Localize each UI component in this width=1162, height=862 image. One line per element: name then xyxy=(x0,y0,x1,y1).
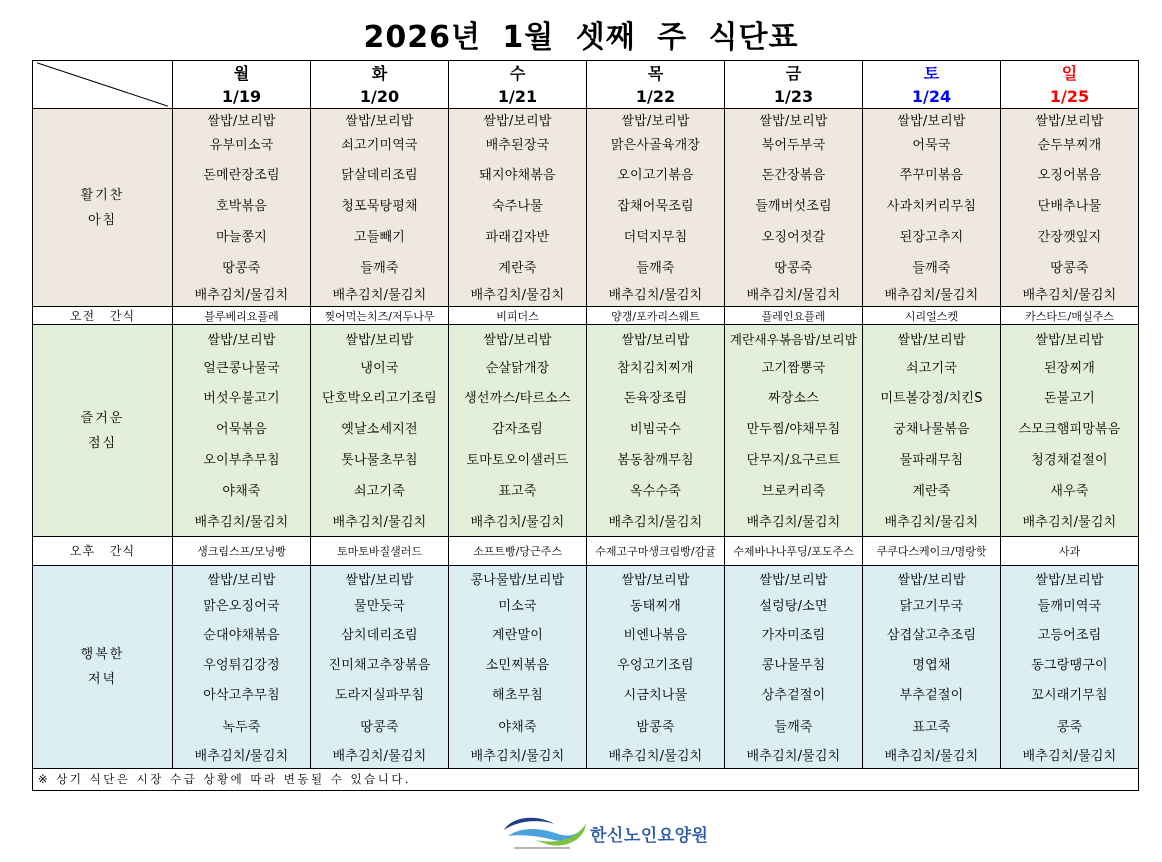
menu-item: 고등어조림 xyxy=(1037,628,1102,644)
menu-item: 들깨죽 xyxy=(912,260,951,276)
menu-item: 옛날소세지전 xyxy=(341,421,418,437)
day-snack xyxy=(310,537,448,565)
menu-item: 돈간장볶음 xyxy=(761,167,826,183)
section-label xyxy=(33,307,172,324)
day-menu xyxy=(862,566,1000,768)
menu-item: 배추김치/물김치 xyxy=(746,514,841,530)
day-snack xyxy=(448,307,586,324)
menu-item: 잡채어묵조림 xyxy=(617,199,694,215)
menu-item: 스모크햄피망볶음 xyxy=(1018,421,1121,437)
menu-item: 쇠고기미역국 xyxy=(341,138,418,154)
day-menu xyxy=(1000,325,1138,536)
menu-item: 시금치나물 xyxy=(623,688,688,704)
logo xyxy=(500,812,740,854)
day-snack xyxy=(172,537,310,565)
menu-item: 콩나물무침 xyxy=(761,658,826,674)
menu-item: 계란죽 xyxy=(498,260,537,276)
snack-item: 토마토바질샐러드 xyxy=(336,545,422,558)
menu-item: 땅콩죽 xyxy=(360,719,399,735)
snack-section xyxy=(33,306,1138,324)
menu-item: 배추김치/물김치 xyxy=(884,288,979,304)
section-label-text: 아침 xyxy=(87,212,118,228)
section-label xyxy=(33,109,172,306)
day-snack xyxy=(448,537,586,565)
menu-item: 쌀밥/보리밥 xyxy=(1035,113,1104,129)
day-menu xyxy=(862,109,1000,306)
menu-item: 쌀밥/보리밥 xyxy=(207,333,276,349)
menu-item: 소민찌볶음 xyxy=(485,658,550,674)
day-snack xyxy=(310,307,448,324)
menu-item: 아삭고추무침 xyxy=(203,688,280,704)
menu-item: 배추김치/물김치 xyxy=(470,288,565,304)
day-menu xyxy=(172,109,310,306)
menu-item: 배추김치/물김치 xyxy=(194,288,289,304)
menu-item: 비엔나볶음 xyxy=(623,628,688,644)
menu-item: 배추김치/물김치 xyxy=(194,514,289,530)
menu-item: 우엉튀김강정 xyxy=(203,658,280,674)
menu-item: 얼큰콩나물국 xyxy=(203,361,280,377)
section-label-text: 활기찬 xyxy=(80,187,125,203)
menu-item: 가자미조림 xyxy=(761,628,826,644)
menu-item: 배추된장국 xyxy=(485,138,550,154)
menu-item: 들깨미역국 xyxy=(1037,599,1102,615)
menu-item: 쌀밥/보리밥 xyxy=(345,333,414,349)
day-name: 금 xyxy=(785,64,802,84)
menu-item: 물파래무침 xyxy=(899,452,964,468)
snack-item: 플레인요플레 xyxy=(761,309,826,323)
menu-item: 우엉고기조림 xyxy=(617,658,694,674)
menu-item: 땅콩죽 xyxy=(222,260,261,276)
menu-item: 오이부추무침 xyxy=(203,452,280,468)
menu-item: 쌀밥/보리밥 xyxy=(621,572,690,588)
menu-item: 배추김치/물김치 xyxy=(1022,288,1117,304)
day-header xyxy=(448,61,586,108)
menu-item: 생선까스/타르소스 xyxy=(464,390,571,406)
menu-item: 쌀밥/보리밥 xyxy=(1035,572,1104,588)
menu-item: 야채죽 xyxy=(498,719,537,735)
menu-item: 배추김치/물김치 xyxy=(884,749,979,765)
menu-item: 녹두죽 xyxy=(222,719,261,735)
menu-item: 해초무침 xyxy=(491,688,544,704)
menu-item: 물만둣국 xyxy=(353,599,406,615)
day-name: 화 xyxy=(371,64,388,84)
section-label-text: 행복한 xyxy=(80,647,125,662)
menu-item: 단배추나물 xyxy=(1037,199,1102,215)
menu-item: 청경채겉절이 xyxy=(1031,452,1108,468)
menu-body xyxy=(33,108,1138,768)
menu-item: 오이고기볶음 xyxy=(617,167,694,183)
day-menu xyxy=(172,566,310,768)
section-label xyxy=(33,566,172,768)
menu-item: 배추김치/물김치 xyxy=(1022,514,1117,530)
menu-item: 배추김치/물김치 xyxy=(608,288,703,304)
menu-item: 쌀밥/보리밥 xyxy=(897,113,966,129)
day-header xyxy=(172,61,310,108)
snack-section xyxy=(33,536,1138,565)
menu-item: 된장고추지 xyxy=(899,230,964,246)
menu-item: 쌀밥/보리밥 xyxy=(483,113,552,129)
menu-item: 만두찜/야채무침 xyxy=(746,421,841,437)
menu-item: 오징어젓갈 xyxy=(761,230,826,246)
menu-item: 동태찌개 xyxy=(629,599,682,615)
menu-item: 진미채고추장볶음 xyxy=(328,658,431,674)
menu-item: 들깨죽 xyxy=(360,260,399,276)
menu-item: 브로커리죽 xyxy=(761,483,826,499)
menu-item: 쌀밥/보리밥 xyxy=(345,113,414,129)
day-menu xyxy=(586,325,724,536)
day-menu xyxy=(448,325,586,536)
menu-item: 쌀밥/보리밥 xyxy=(207,113,276,129)
menu-item: 어묵볶음 xyxy=(215,421,268,437)
menu-item: 삼겹살고추조림 xyxy=(886,628,977,644)
menu-item: 단무지/요구르트 xyxy=(746,452,841,468)
menu-item: 계란죽 xyxy=(912,483,951,499)
day-menu xyxy=(586,566,724,768)
snack-item: 찢어먹는치즈/저두나무 xyxy=(324,309,435,323)
day-date: 1/22 xyxy=(635,86,676,106)
menu-item: 오징어볶음 xyxy=(1037,167,1102,183)
snack-item: 사과 xyxy=(1058,545,1081,558)
day-snack xyxy=(1000,537,1138,565)
day-menu xyxy=(586,109,724,306)
menu-item: 부추겉절이 xyxy=(899,688,964,704)
menu-item: 순살닭개장 xyxy=(485,361,550,377)
menu-item: 동그랑땡구이 xyxy=(1031,658,1108,674)
menu-item: 톳나물초무침 xyxy=(341,452,418,468)
menu-item: 단호박오리고기조림 xyxy=(322,390,437,406)
day-header xyxy=(862,61,1000,108)
menu-item: 콩나물밥/보리밥 xyxy=(470,572,565,588)
menu-item: 더덕지무침 xyxy=(623,230,688,246)
menu-item: 맑은사골육개장 xyxy=(610,138,701,154)
menu-item: 들깨죽 xyxy=(636,260,675,276)
day-date: 1/23 xyxy=(773,86,814,106)
menu-item: 토마토오이샐러드 xyxy=(466,452,569,468)
snack-item: 생크림스프/모닝빵 xyxy=(197,545,286,558)
menu-item: 짜장소스 xyxy=(767,390,820,406)
menu-item: 배추김치/물김치 xyxy=(332,749,427,765)
day-menu xyxy=(1000,109,1138,306)
day-snack xyxy=(172,307,310,324)
menu-item: 새우죽 xyxy=(1050,483,1089,499)
section-label-text: 오후 간식 xyxy=(69,544,136,558)
menu-item: 밤콩죽 xyxy=(636,719,675,735)
menu-item: 표고죽 xyxy=(912,719,951,735)
section-label-text: 점심 xyxy=(87,435,118,451)
snack-item: 수제고구마생크림빵/감귤 xyxy=(595,545,716,558)
menu-item: 된장찌개 xyxy=(1043,361,1096,377)
menu-item: 배추김치/물김치 xyxy=(470,514,565,530)
menu-item: 쇠고기죽 xyxy=(353,483,406,499)
menu-item: 고들빼기 xyxy=(353,230,406,246)
menu-item: 쭈꾸미볶음 xyxy=(899,167,964,183)
menu-item: 꼬시래기무침 xyxy=(1031,688,1108,704)
diagonal-line xyxy=(33,61,172,108)
day-menu xyxy=(724,566,862,768)
day-snack xyxy=(1000,307,1138,324)
logo-swoosh-icon xyxy=(500,812,590,852)
menu-item: 땅콩죽 xyxy=(1050,260,1089,276)
menu-item: 돈메란장조림 xyxy=(203,167,280,183)
menu-item: 배추김치/물김치 xyxy=(194,749,289,765)
menu-item: 참치김치찌개 xyxy=(617,361,694,377)
meal-section xyxy=(33,565,1138,768)
menu-item: 냉이국 xyxy=(360,361,399,377)
menu-item: 배추김치/물김치 xyxy=(884,514,979,530)
menu-item: 청포묵탕평채 xyxy=(341,199,418,215)
menu-table xyxy=(32,60,1139,791)
menu-item: 쌀밥/보리밥 xyxy=(897,572,966,588)
section-label-text: 즐거운 xyxy=(80,410,125,426)
menu-item: 배추김치/물김치 xyxy=(1022,749,1117,765)
menu-item: 쇠고기국 xyxy=(905,361,958,377)
menu-item: 쌀밥/보리밥 xyxy=(759,113,828,129)
page-title: 2026년 1월 셋째 주 식단표 xyxy=(363,20,799,55)
day-snack xyxy=(586,307,724,324)
day-name: 목 xyxy=(647,64,664,84)
day-snack xyxy=(862,537,1000,565)
menu-item: 맑은오징어국 xyxy=(203,599,280,615)
menu-item: 닭살데리조림 xyxy=(341,167,418,183)
snack-item: 소프트빵/당근주스 xyxy=(473,545,562,558)
menu-item: 쌀밥/보리밥 xyxy=(1035,333,1104,349)
day-date: 1/25 xyxy=(1049,86,1090,106)
meal-section xyxy=(33,324,1138,536)
day-name: 수 xyxy=(509,64,526,84)
menu-item: 유부미소국 xyxy=(209,138,274,154)
menu-item: 배추김치/물김치 xyxy=(332,288,427,304)
section-label xyxy=(33,325,172,536)
day-date: 1/19 xyxy=(221,86,262,106)
day-date: 1/21 xyxy=(497,86,538,106)
day-date: 1/20 xyxy=(359,86,400,106)
snack-item: 수제바나나푸딩/포도주스 xyxy=(733,545,854,558)
day-menu xyxy=(724,325,862,536)
snack-item: 양갱/포카리스웨트 xyxy=(611,309,700,323)
menu-item: 배추김치/물김치 xyxy=(608,749,703,765)
menu-item: 들깨버섯조림 xyxy=(755,199,832,215)
menu-item: 계란새우볶음밥/보리밥 xyxy=(729,331,858,347)
menu-item: 배추김치/물김치 xyxy=(332,514,427,530)
menu-item: 어묵국 xyxy=(912,138,951,154)
logo-name: 한신노인요양원 xyxy=(590,826,709,846)
menu-item: 돈육장조림 xyxy=(623,390,688,406)
day-header xyxy=(310,61,448,108)
snack-item: 시리얼스켓 xyxy=(904,309,959,323)
header-row xyxy=(33,61,1138,108)
menu-item: 계란말이 xyxy=(491,628,544,644)
snack-item: 블루베리요플레 xyxy=(204,309,279,323)
footer-note: ※ 상기 식단은 시장 수급 상황에 따라 변동될 수 있습니다. xyxy=(33,768,1138,790)
menu-item: 삼치데리조림 xyxy=(341,628,418,644)
menu-item: 호박볶음 xyxy=(215,199,268,215)
corner-cell xyxy=(33,61,172,108)
menu-item: 사과치커리무침 xyxy=(886,199,977,215)
day-snack xyxy=(862,307,1000,324)
menu-item: 쌀밥/보리밥 xyxy=(621,113,690,129)
menu-item: 설렁탕/소면 xyxy=(759,599,828,615)
menu-item: 배추김치/물김치 xyxy=(470,749,565,765)
menu-item: 파래김자반 xyxy=(485,230,550,246)
menu-item: 순두부찌개 xyxy=(1037,138,1102,154)
day-header xyxy=(586,61,724,108)
section-label xyxy=(33,537,172,565)
meal-section xyxy=(33,108,1138,306)
menu-item: 숙주나물 xyxy=(491,199,544,215)
section-label-text: 오전 간식 xyxy=(69,308,136,323)
day-menu xyxy=(448,109,586,306)
day-date: 1/24 xyxy=(911,86,952,106)
menu-item: 감자조림 xyxy=(491,421,544,437)
menu-item: 순대야채볶음 xyxy=(203,628,280,644)
menu-item: 미소국 xyxy=(498,599,537,615)
menu-item: 닭고기무국 xyxy=(899,599,964,615)
day-menu xyxy=(310,109,448,306)
snack-item: 쿠쿠다스케이크/명랑핫 xyxy=(876,545,987,558)
day-name: 월 xyxy=(233,64,250,84)
day-menu xyxy=(862,325,1000,536)
menu-item: 쌀밥/보리밥 xyxy=(621,333,690,349)
menu-item: 미트볼강정/치킨S xyxy=(880,390,983,406)
menu-item: 비빔국수 xyxy=(629,421,682,437)
menu-item: 배추김치/물김치 xyxy=(746,749,841,765)
menu-item: 들깨죽 xyxy=(774,719,813,735)
menu-item: 마늘쫑지 xyxy=(215,230,268,246)
menu-item: 고기짬뽕국 xyxy=(761,361,826,377)
menu-item: 봄동참깨무침 xyxy=(617,452,694,468)
menu-item: 북어두부국 xyxy=(761,138,826,154)
menu-item: 땅콩죽 xyxy=(774,260,813,276)
menu-item: 버섯우불고기 xyxy=(203,390,280,406)
section-label-text: 저녁 xyxy=(87,672,118,687)
menu-item: 쌀밥/보리밥 xyxy=(759,572,828,588)
day-snack xyxy=(724,307,862,324)
menu-item: 궁채나물볶음 xyxy=(893,421,970,437)
menu-item: 명엽채 xyxy=(912,658,951,674)
day-menu xyxy=(724,109,862,306)
menu-item: 야채죽 xyxy=(222,483,261,499)
day-snack xyxy=(724,537,862,565)
menu-item: 돼지야채볶음 xyxy=(479,167,556,183)
menu-item: 쌀밥/보리밥 xyxy=(207,572,276,588)
menu-item: 배추김치/물김치 xyxy=(608,514,703,530)
day-menu xyxy=(310,566,448,768)
day-name: 토 xyxy=(923,64,940,84)
day-menu xyxy=(172,325,310,536)
menu-item: 표고죽 xyxy=(498,483,537,499)
day-menu xyxy=(1000,566,1138,768)
snack-item: 카스타드/매실주스 xyxy=(1025,309,1114,323)
menu-item: 콩죽 xyxy=(1056,719,1083,735)
menu-item: 쌀밥/보리밥 xyxy=(897,333,966,349)
day-menu xyxy=(310,325,448,536)
menu-item: 쌀밥/보리밥 xyxy=(345,572,414,588)
day-header xyxy=(724,61,862,108)
menu-item: 간장깻잎지 xyxy=(1037,230,1102,246)
day-snack xyxy=(586,537,724,565)
day-name: 일 xyxy=(1061,64,1078,84)
menu-item: 쌀밥/보리밥 xyxy=(483,333,552,349)
snack-item: 비피더스 xyxy=(496,309,539,323)
menu-item: 상추겉절이 xyxy=(761,688,826,704)
day-menu xyxy=(448,566,586,768)
menu-item: 도라지실파무침 xyxy=(334,688,425,704)
day-header xyxy=(1000,61,1138,108)
menu-item: 배추김치/물김치 xyxy=(746,288,841,304)
menu-item: 옥수수죽 xyxy=(629,483,682,499)
menu-item: 돈불고기 xyxy=(1043,390,1096,406)
